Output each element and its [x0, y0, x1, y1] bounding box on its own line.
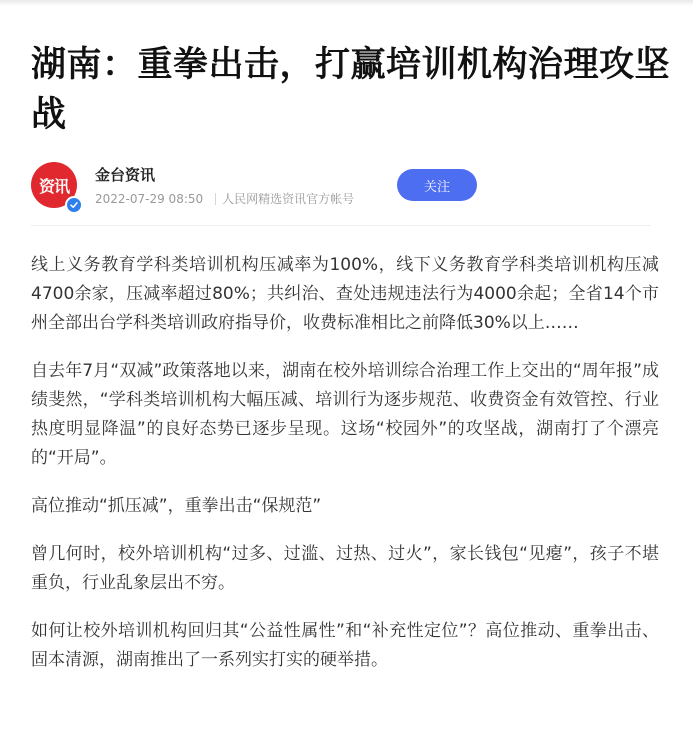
meta-divider	[215, 193, 216, 205]
author-name[interactable]: 金台资讯	[95, 166, 156, 184]
header-divider	[31, 225, 651, 226]
paragraph: 如何让校外培训机构回归其“公益性属性”和“补充性定位”？高位推动、重拳出击、固本清源，湖南推出了一系列实打实的硬举措。	[31, 621, 659, 670]
author-source: 人民网精选资讯官方帐号	[222, 192, 355, 206]
article-meta	[95, 190, 354, 207]
paragraph: 自去年7月“双减”政策落地以来，湖南在校外培训综合治理工作上交出的“周年报”成绩斐然，“学科类培训机构大幅压减、培训行为逐步规范、收费资金有效管控、行业热度明显降温”的良好态势已逐步呈现。这场“校园外”的攻坚战，湖南打了个漂亮的“开局”。	[31, 361, 659, 468]
paragraph: 线上义务教育学科类培训机构压减率为100%，线下义务教育学科类培训机构压减4700余家，压减率超过80%；共纠治、查处违规违法行为4000余起；全省14个市州全部出台学科类培训政府指导价，收费标准相比之前降低30%以上……	[31, 255, 659, 333]
article-title: 湖南：重拳出击，打赢培训机构治理攻坚战	[31, 45, 671, 135]
paragraph: 曾几何时，校外培训机构“过多、过滥、过热、过火”，家长钱包“见瘪”，孩子不堪重负，行业乱象层出不穷。	[31, 544, 659, 593]
publish-date: 2022-07-29 08:50	[95, 192, 204, 206]
follow-button[interactable]: 关注	[397, 169, 477, 201]
article	[31, 40, 691, 694]
section-heading: 高位推动“抓压减”，重拳出击“保规范”	[31, 496, 322, 516]
verified-check-icon	[65, 196, 83, 214]
article-body	[31, 251, 659, 675]
author-info	[31, 162, 691, 226]
top-shadow	[0, 0, 693, 6]
avatar-text: 资讯	[38, 176, 69, 196]
